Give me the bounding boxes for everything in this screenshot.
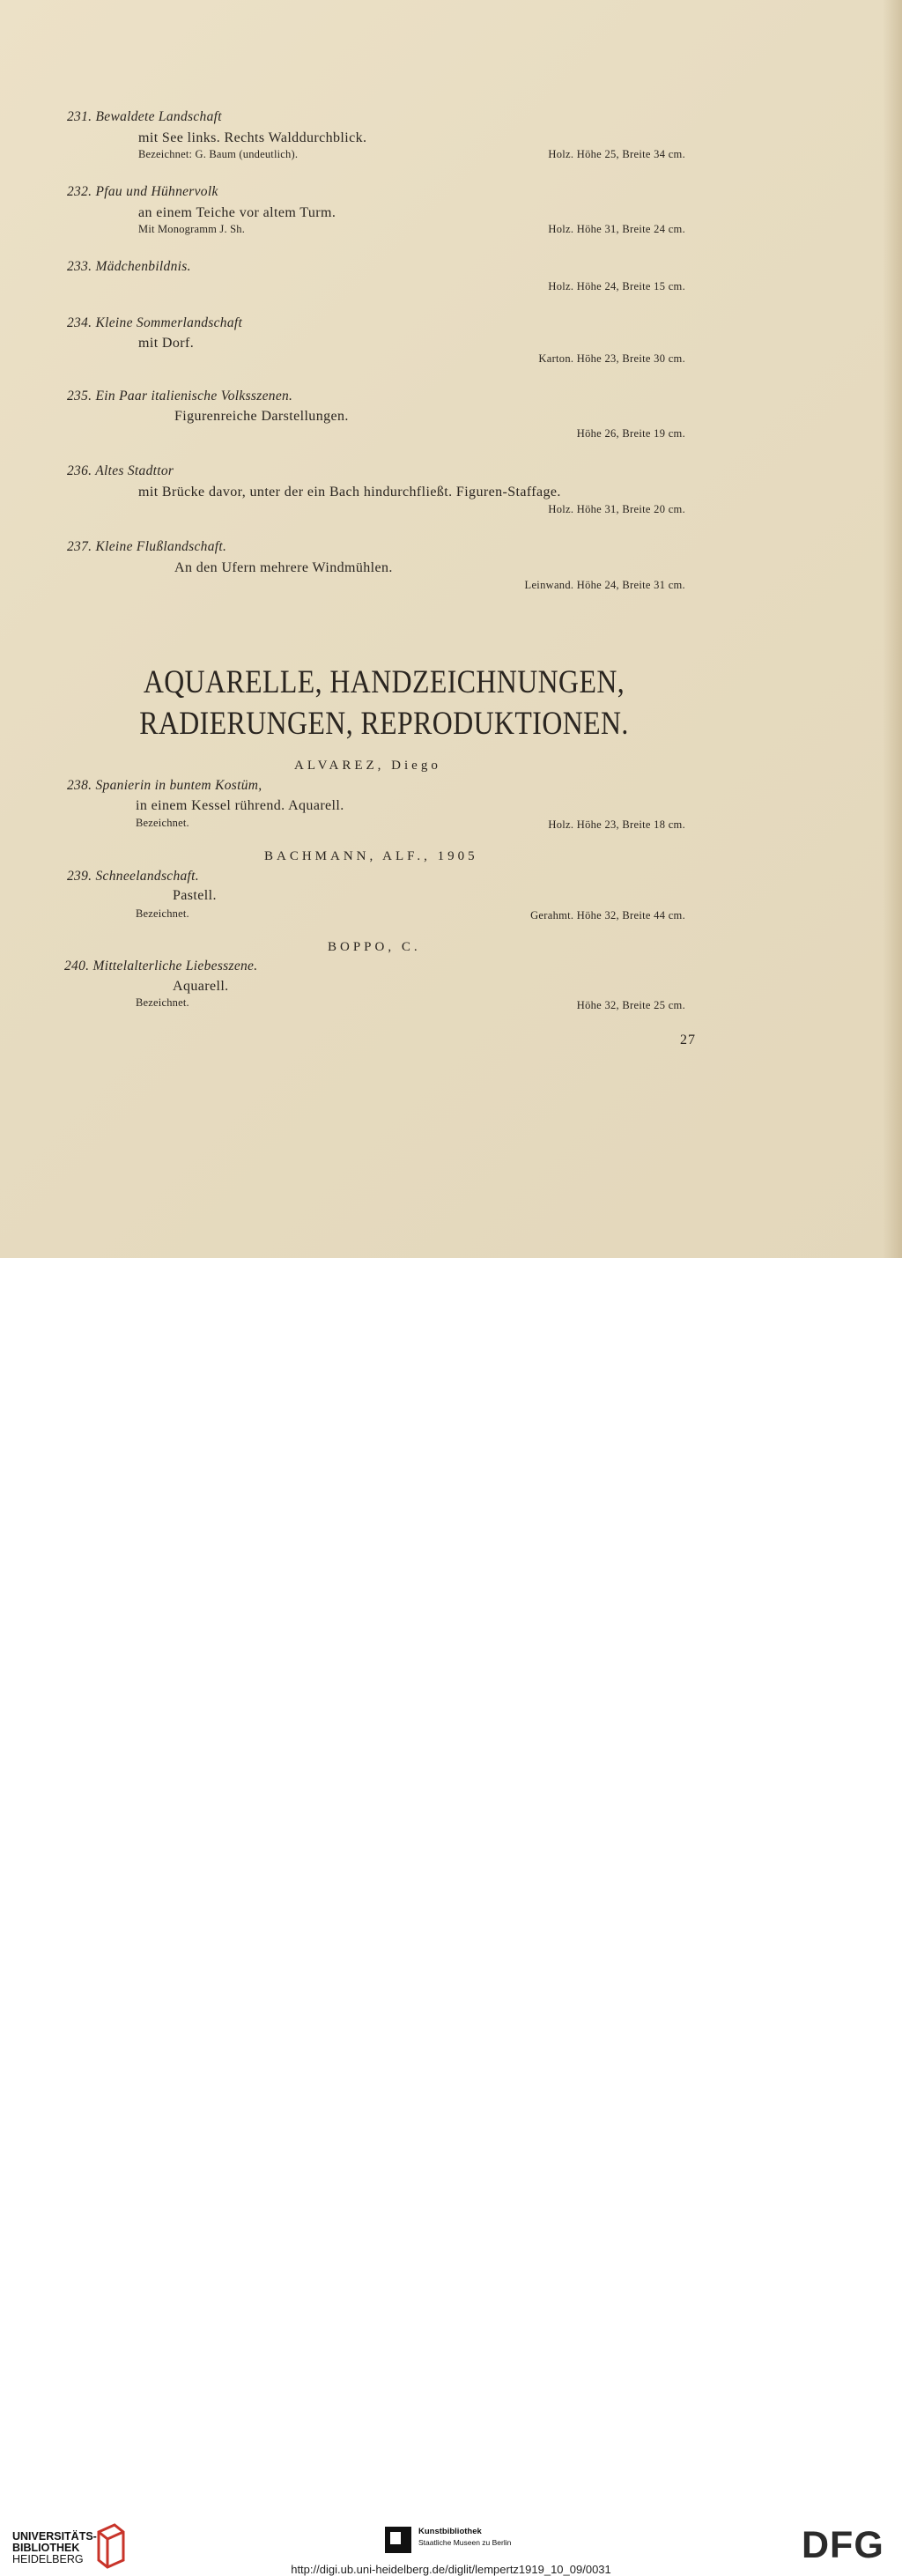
entry-dimensions: Holz. Höhe 25, Breite 34 cm. [548, 148, 685, 160]
entry-dimensions: Höhe 32, Breite 25 cm. [576, 999, 685, 1011]
entry-description: mit Dorf. [138, 336, 195, 351]
ub-line-1: UNIVERSITÄTS- [12, 2530, 97, 2543]
artist-name: BOPPO, C. [328, 940, 421, 954]
artist-name: ALVAREZ, Diego [294, 759, 441, 773]
kunstbibliothek-title: Kunstbibliothek [418, 2527, 482, 2536]
entry-dimensions: Leinwand. Höhe 24, Breite 31 cm. [524, 579, 685, 591]
kunstbibliothek-logo-icon [385, 2527, 411, 2553]
entry-dimensions: Holz. Höhe 31, Breite 24 cm. [548, 223, 685, 235]
entry-dimensions: Holz. Höhe 23, Breite 18 cm. [548, 818, 685, 831]
artist-name: BACHMANN, ALF., 1905 [264, 849, 478, 863]
entry-description: An den Ufern mehrere Windmühlen. [174, 560, 393, 575]
entry-description: mit Brücke davor, unter der ein Bach hindurchfließt. Figuren-Staffage. [138, 485, 561, 500]
entry-description: mit See links. Rechts Walddurchblick. [138, 130, 367, 145]
entry-title: 234. Kleine Sommerlandschaft [67, 315, 243, 330]
entry-note: Bezeichnet. [136, 907, 189, 920]
entry-description: in einem Kessel rührend. Aquarell. [136, 798, 344, 813]
entry-note: Mit Monogramm J. Sh. [138, 223, 246, 235]
entry-description: Figurenreiche Darstellungen. [174, 409, 349, 424]
ub-line-3: HEIDELBERG [12, 2553, 84, 2565]
entry-description: an einem Teiche vor altem Turm. [138, 205, 336, 220]
entry-note: Bezeichnet. [136, 817, 189, 829]
section-heading-line-1: AQUARELLE, HANDZEICHNUNGEN, [143, 664, 625, 700]
page-number: 27 [680, 1033, 696, 1047]
entry-title: 237. Kleine Flußlandschaft. [67, 539, 227, 554]
entry-description: Pastell. [173, 888, 217, 903]
section-heading-line-2: RADIERUNGEN, REPRODUKTIONEN. [139, 706, 629, 742]
footer-bar [0, 1258, 902, 2576]
entry-title: 238. Spanierin in buntem Kostüm, [67, 778, 262, 793]
university-library-logo [12, 2531, 97, 2565]
entry-dimensions: Gerahmt. Höhe 32, Breite 44 cm. [530, 909, 685, 922]
entry-title: 231. Bewaldete Landschaft [67, 109, 222, 124]
entry-dimensions: Karton. Höhe 23, Breite 30 cm. [538, 352, 685, 365]
entry-dimensions: Höhe 26, Breite 19 cm. [576, 427, 685, 440]
entry-note: Bezeichnet: G. Baum (undeutlich). [138, 148, 299, 160]
source-url-link[interactable]: http://digi.ub.uni-heidelberg.de/diglit/lempertz1919_10_09/0031 [291, 2563, 611, 2576]
ub-line-2: BIBLIOTHEK [12, 2542, 80, 2554]
entry-dimensions: Holz. Höhe 24, Breite 15 cm. [548, 280, 685, 292]
scanned-page [0, 0, 902, 1258]
entry-title: 233. Mädchenbildnis. [67, 259, 191, 274]
entry-title: 232. Pfau und Hühnervolk [67, 184, 218, 199]
dfg-logo: DFG [802, 2524, 884, 2566]
entry-title: 236. Altes Stadttor [67, 463, 174, 478]
entry-description: Aquarell. [173, 979, 229, 994]
entry-title: 235. Ein Paar italienische Volksszenen. [67, 389, 293, 403]
entry-title: 239. Schneelandschaft. [67, 869, 199, 884]
entry-title: 240. Mittelalterliche Liebesszene. [64, 959, 258, 973]
kunstbibliothek-subtitle: Staatliche Museen zu Berlin [418, 2538, 512, 2547]
entry-dimensions: Holz. Höhe 31, Breite 20 cm. [548, 503, 685, 515]
entry-note: Bezeichnet. [136, 996, 189, 1009]
